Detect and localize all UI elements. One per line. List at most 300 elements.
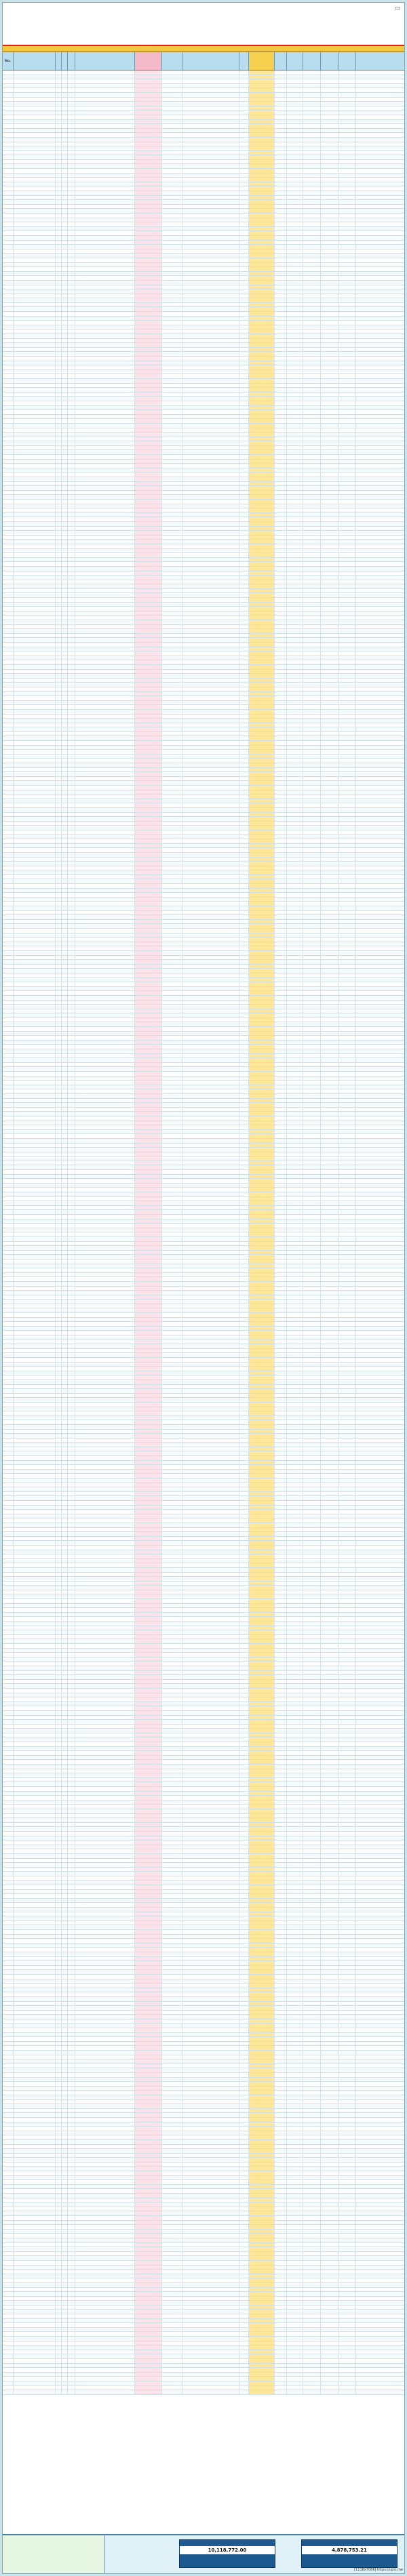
table-row[interactable] [3,1220,404,1224]
table-row[interactable] [3,446,404,451]
table-row[interactable] [3,772,404,777]
table-row[interactable] [3,715,404,719]
table-row[interactable] [3,133,404,138]
column-header-qty[interactable] [239,52,249,70]
table-row[interactable] [3,1375,404,1380]
table-row[interactable] [3,727,404,732]
table-row[interactable] [3,687,404,692]
table-row[interactable] [3,544,404,549]
table-row[interactable] [3,1349,404,1354]
table-row[interactable] [3,294,404,299]
column-header-b[interactable] [62,52,68,70]
table-row[interactable] [3,1335,404,1340]
table-row[interactable] [3,920,404,925]
table-row[interactable] [3,1344,404,1349]
table-row[interactable] [3,196,404,201]
table-row[interactable] [3,898,404,902]
table-row[interactable] [3,312,404,317]
table-row[interactable] [3,1134,404,1139]
table-row[interactable] [3,205,404,209]
table-row[interactable] [3,813,404,818]
table-row[interactable] [3,969,404,973]
table-row[interactable] [3,1094,404,1099]
table-row[interactable] [3,768,404,773]
table-row[interactable] [3,1041,404,1045]
table-row[interactable] [3,1308,404,1313]
table-row[interactable] [3,209,404,214]
table-row[interactable] [3,1116,404,1121]
table-row[interactable] [3,169,404,174]
table-row[interactable] [3,241,404,245]
table-row[interactable] [3,1072,404,1076]
table-row[interactable] [3,1291,404,1295]
table-row[interactable] [3,638,404,643]
table-row[interactable] [3,701,404,706]
table-row[interactable] [3,978,404,983]
table-row[interactable] [3,500,404,504]
table-row[interactable] [3,817,404,822]
table-row[interactable] [3,182,404,187]
table-row[interactable] [3,307,404,312]
table-row[interactable] [3,660,404,665]
table-row[interactable] [3,683,404,687]
table-row[interactable] [3,1282,404,1287]
table-row[interactable] [3,419,404,424]
table-row[interactable] [3,298,404,303]
table-row[interactable] [3,1201,404,1206]
table-row[interactable] [3,231,404,236]
table-row[interactable] [3,889,404,893]
table-row[interactable] [3,352,404,357]
table-row[interactable] [3,384,404,388]
table-row[interactable] [3,754,404,759]
table-row[interactable] [3,388,404,393]
table-row[interactable] [3,1036,404,1041]
table-row[interactable] [3,75,404,80]
table-row[interactable] [3,710,404,715]
table-row[interactable] [3,1081,404,1085]
table-row[interactable] [3,464,404,468]
table-row[interactable] [3,370,404,375]
table-row[interactable] [3,611,404,616]
table-row[interactable] [3,634,404,639]
table-row[interactable] [3,1032,404,1037]
table-row[interactable] [3,875,404,880]
table-row[interactable] [3,164,404,169]
table-row[interactable] [3,911,404,916]
table-row[interactable] [3,956,404,961]
table-row[interactable] [3,1045,404,1049]
table-row[interactable] [3,450,404,455]
table-row[interactable] [3,603,404,607]
table-row[interactable] [3,1049,404,1054]
table-row[interactable] [3,692,404,697]
table-row[interactable] [3,549,404,554]
table-row[interactable] [3,1121,404,1126]
table-row[interactable] [3,1192,404,1197]
table-row[interactable] [3,879,404,884]
table-row[interactable] [3,93,404,98]
table-row[interactable] [3,759,404,763]
table-row[interactable] [3,124,404,129]
column-header-code[interactable] [162,52,182,70]
table-row[interactable] [3,491,404,496]
column-header-v1[interactable] [275,52,287,70]
table-row[interactable] [3,155,404,160]
table-row[interactable] [3,1089,404,1094]
column-header-name[interactable] [14,52,56,70]
table-row[interactable] [3,415,404,420]
table-row[interactable] [3,508,404,513]
table-row[interactable] [3,1255,404,1260]
table-row[interactable] [3,406,404,411]
table-row[interactable] [3,625,404,630]
table-row[interactable] [3,1304,404,1309]
table-row[interactable] [3,996,404,1001]
table-row[interactable] [3,1251,404,1255]
table-row[interactable] [3,1313,404,1318]
table-row[interactable] [3,679,404,683]
table-row[interactable] [3,987,404,992]
table-row[interactable] [3,1058,404,1063]
column-header-no[interactable]: No. [3,52,14,70]
table-row[interactable] [3,186,404,191]
table-row[interactable] [3,1371,404,1376]
table-row[interactable] [3,651,404,656]
table-row[interactable] [3,142,404,147]
column-header-v3[interactable] [303,52,321,70]
table-row[interactable] [3,576,404,580]
table-row[interactable] [3,98,404,102]
table-row[interactable] [3,1027,404,1032]
table-row[interactable] [3,401,404,406]
table-row[interactable] [3,884,404,889]
table-row[interactable] [3,786,404,790]
table-row[interactable] [3,348,404,353]
table-row[interactable] [3,647,404,652]
table-row[interactable] [3,1005,404,1009]
table-row[interactable] [3,848,404,853]
table-row[interactable] [3,629,404,634]
table-row[interactable] [3,151,404,156]
table-row[interactable] [3,736,404,741]
column-header-v2[interactable] [287,52,303,70]
table-row[interactable] [3,1206,404,1211]
table-row[interactable] [3,410,404,415]
table-row[interactable] [3,1156,404,1161]
table-row[interactable] [3,593,404,598]
table-row[interactable] [3,397,404,401]
table-row[interactable] [3,1242,404,1247]
table-row[interactable] [3,589,404,594]
column-header-middle[interactable] [75,52,135,70]
table-row[interactable] [3,826,404,830]
table-row[interactable] [3,191,404,196]
table-row[interactable] [3,317,404,321]
table-row[interactable] [3,973,404,978]
column-header-group[interactable] [68,52,75,70]
table-row[interactable] [3,723,404,728]
table-row[interactable] [3,1009,404,1014]
table-row[interactable] [3,616,404,620]
table-row[interactable] [3,1367,404,1371]
table-row[interactable] [3,1076,404,1081]
table-row[interactable] [3,598,404,603]
table-row[interactable] [3,504,404,509]
table-row[interactable] [3,272,404,277]
table-row[interactable] [3,1353,404,1358]
table-row[interactable] [3,830,404,835]
table-row[interactable] [3,365,404,370]
table-row[interactable] [3,424,404,428]
table-row[interactable] [3,1260,404,1264]
table-row[interactable] [3,790,404,795]
table-row[interactable] [3,455,404,460]
table-row[interactable] [3,1152,404,1157]
table-row[interactable] [3,1170,404,1175]
table-row[interactable] [3,1318,404,1323]
table-row[interactable] [3,938,404,942]
table-row[interactable] [3,1363,404,1367]
table-row[interactable] [3,1340,404,1345]
table-row[interactable] [3,1067,404,1072]
table-row[interactable] [3,110,404,115]
table-row[interactable] [3,1287,404,1291]
table-row[interactable] [3,1228,404,1233]
table-row[interactable] [3,558,404,563]
table-row[interactable] [3,1144,404,1148]
table-row[interactable] [3,303,404,308]
table-row[interactable] [3,858,404,862]
table-row[interactable] [3,835,404,840]
table-row[interactable] [3,562,404,567]
table-row[interactable] [3,607,404,611]
table-row[interactable] [3,960,404,965]
table-row[interactable] [3,719,404,723]
table-row[interactable] [3,580,404,585]
table-row[interactable] [3,1022,404,1027]
table-row[interactable] [3,1148,404,1152]
table-row[interactable] [3,477,404,482]
table-row[interactable] [3,991,404,996]
table-row[interactable] [3,777,404,782]
table-row[interactable] [3,513,404,518]
column-header-v4[interactable] [321,52,338,70]
table-row[interactable] [3,276,404,281]
table-row[interactable] [3,763,404,768]
table-row[interactable] [3,146,404,151]
table-row[interactable] [3,361,404,366]
table-row[interactable] [3,750,404,754]
table-row[interactable] [3,844,404,849]
table-row[interactable] [3,321,404,325]
table-row[interactable] [3,517,404,522]
table-row[interactable] [3,174,404,178]
table-row[interactable] [3,1246,404,1251]
table-row[interactable] [3,281,404,285]
table-row[interactable] [3,584,404,589]
table-row[interactable] [3,741,404,746]
table-row[interactable] [3,88,404,93]
table-row[interactable] [3,432,404,437]
table-row[interactable] [3,339,404,344]
table-row[interactable] [3,285,404,290]
table-row[interactable] [3,965,404,969]
table-row[interactable] [3,781,404,786]
table-row[interactable] [3,84,404,89]
table-row[interactable] [3,915,404,920]
table-row[interactable] [3,527,404,531]
table-row[interactable] [3,553,404,558]
table-row[interactable] [3,866,404,871]
table-row[interactable] [3,906,404,911]
table-row[interactable] [3,357,404,361]
table-row[interactable] [3,160,404,165]
table-row[interactable] [3,1232,404,1237]
table-row[interactable] [3,1018,404,1023]
column-header-pink[interactable] [135,52,162,70]
table-row[interactable] [3,393,404,397]
table-row[interactable] [3,571,404,576]
table-row[interactable] [3,486,404,491]
table-row[interactable] [3,1013,404,1018]
table-row[interactable] [3,227,404,232]
table-row[interactable] [3,1001,404,1005]
table-row[interactable] [3,254,404,258]
table-row[interactable] [3,343,404,348]
table-row[interactable] [3,1188,404,1192]
table-row[interactable] [3,1264,404,1269]
table-row[interactable] [3,468,404,473]
table-row[interactable] [3,1179,404,1184]
table-row[interactable] [3,102,404,106]
table-row[interactable] [3,379,404,384]
table-row[interactable] [3,942,404,947]
table-row[interactable] [3,732,404,737]
table-row[interactable] [3,1184,404,1188]
table-row[interactable] [3,236,404,241]
table-row[interactable] [3,951,404,956]
table-row[interactable] [3,214,404,218]
table-row[interactable] [3,1273,404,1278]
table-row[interactable] [3,924,404,929]
table-row[interactable] [3,893,404,898]
table-row[interactable] [3,482,404,487]
table-row[interactable] [3,267,404,272]
table-row[interactable] [3,808,404,813]
table-row[interactable] [3,853,404,858]
table-row[interactable] [3,1099,404,1104]
table-row[interactable] [3,249,404,254]
table-row[interactable] [3,1322,404,1327]
table-row[interactable] [3,522,404,527]
table-row[interactable] [3,705,404,710]
table-row[interactable] [3,1054,404,1059]
table-row[interactable] [3,803,404,808]
column-header-desc[interactable] [182,52,239,70]
column-header-v5[interactable] [338,52,356,70]
table-row[interactable] [3,1300,404,1304]
table-row[interactable] [3,334,404,339]
table-row[interactable] [3,258,404,263]
table-row[interactable] [3,1197,404,1202]
table-row[interactable] [3,839,404,844]
table-row[interactable] [3,862,404,866]
table-row[interactable] [3,531,404,536]
table-row[interactable] [3,1063,404,1068]
table-row[interactable] [3,1210,404,1215]
table-row[interactable] [3,329,404,334]
table-row[interactable] [3,1268,404,1273]
table-row[interactable] [3,1358,404,1363]
table-row[interactable] [3,1085,404,1090]
table-row[interactable] [3,441,404,446]
table-row[interactable] [3,1295,404,1300]
table-row[interactable] [3,1112,404,1116]
table-row[interactable] [3,1224,404,1228]
table-row[interactable] [3,1331,404,1335]
table-row[interactable] [3,1130,404,1135]
table-row[interactable] [3,222,404,227]
table-row[interactable] [3,870,404,875]
table-row[interactable] [3,325,404,330]
table-row[interactable] [3,71,404,75]
table-row[interactable] [3,79,404,84]
table-row[interactable] [3,536,404,540]
table-row[interactable] [3,1139,404,1144]
table-row[interactable] [3,567,404,571]
table-row[interactable] [3,106,404,111]
table-row[interactable] [3,1125,404,1130]
table-row[interactable] [3,245,404,249]
table-row[interactable] [3,200,404,205]
table-row[interactable] [3,620,404,625]
table-row[interactable] [3,1215,404,1220]
table-row[interactable] [3,902,404,906]
table-row[interactable] [3,495,404,500]
table-row[interactable] [3,1327,404,1331]
table-row[interactable] [3,1277,404,1282]
table-row[interactable] [3,1165,404,1170]
table-row[interactable] [3,120,404,125]
table-row[interactable] [3,670,404,675]
table-row[interactable] [3,822,404,826]
table-row[interactable] [3,656,404,661]
table-row[interactable] [3,218,404,223]
table-row[interactable] [3,929,404,933]
table-row[interactable] [3,129,404,134]
column-header-a[interactable] [56,52,62,70]
table-row[interactable] [3,289,404,294]
table-row[interactable] [3,933,404,938]
table-row[interactable] [3,1108,404,1112]
table-row[interactable] [3,263,404,268]
table-row[interactable] [3,178,404,182]
table-row[interactable] [3,138,404,142]
table-row[interactable] [3,746,404,750]
table-row[interactable] [3,1237,404,1242]
table-row[interactable] [3,665,404,670]
column-header-status[interactable] [249,52,275,70]
table-row[interactable] [3,115,404,120]
table-row[interactable] [3,437,404,442]
table-row[interactable] [3,794,404,799]
table-row[interactable] [3,1161,404,1166]
table-row[interactable] [3,428,404,433]
table-row[interactable] [3,946,404,951]
table-row[interactable] [3,799,404,804]
table-row[interactable] [3,460,404,464]
